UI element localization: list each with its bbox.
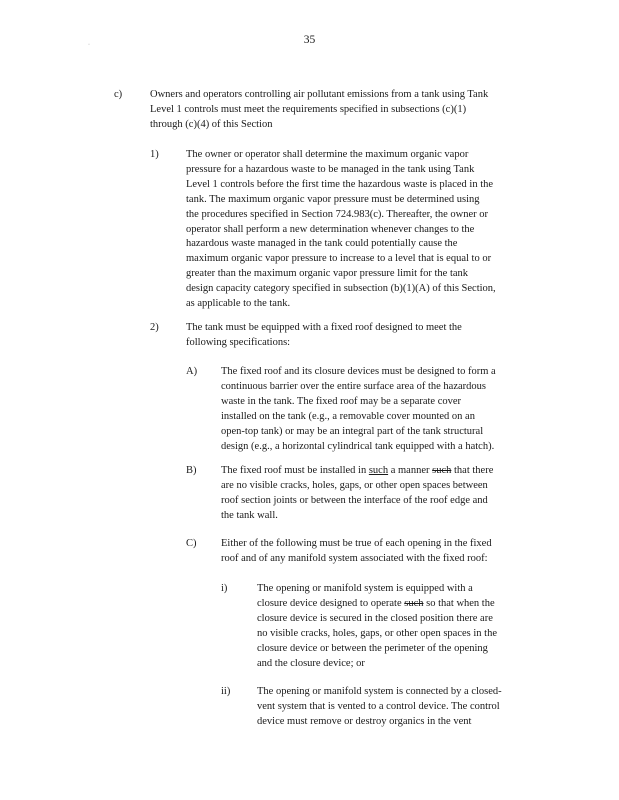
text-line: device must remove or destroy organics in the vent [257, 715, 472, 727]
item-i-marker: i) [221, 583, 228, 594]
section-c-text [150, 88, 488, 133]
text-line: waste in the tank. The fixed roof may be a separate cover [221, 395, 462, 407]
item-1-text [186, 148, 496, 312]
text-line: roof and of any manifold system associated with the fixed roof: [221, 552, 488, 564]
text-run: closure device designed to operate [257, 597, 405, 609]
text-line: through (c)(4) of this Section [150, 118, 273, 130]
text-line: vent system that is vented to a control device. The control [257, 700, 500, 712]
text-line: Level 1 controls must meet the requirements specified in subsections (c)(1) [150, 103, 467, 115]
text-run: that there [451, 465, 494, 476]
text-line: no visible cracks, holes, gaps, or other open spaces in the [257, 627, 497, 639]
item-ii-marker: ii) [221, 686, 231, 697]
text-run: so that when the [423, 597, 495, 609]
text-line: closure device or between the perimeter of the opening [257, 642, 488, 654]
text-line: roof section joints or between the interface of the roof edge and [221, 494, 488, 506]
text-line: pressure for a hazardous waste to be managed in the tank using Tank [186, 163, 475, 175]
text-line: The owner or operator shall determine the maximum organic vapor [186, 149, 469, 160]
text-line: open-top tank) or may be an integral part of the tank structural [221, 425, 484, 437]
text-line: hazardous waste managed in the tank could potentially cause the [186, 238, 458, 250]
text-line: installed on the tank (e.g., a removable cover mounted on an [221, 410, 475, 422]
text-line: tank. The maximum organic vapor pressure must be determined using [186, 193, 480, 205]
text-line [257, 597, 497, 612]
text-line: Owners and operators controlling air pollutant emissions from a tank using Tank [150, 89, 489, 100]
text-line: The opening or manifold system is equipped with a [257, 583, 473, 594]
text-line: closure device is secured in the closed position there are [257, 612, 493, 624]
text-run: The fixed roof must be installed in [221, 465, 369, 476]
item-2-text [186, 321, 462, 351]
text-line: the procedures specified in Section 724.983(c). Thereafter, the owner or [186, 208, 489, 220]
text-line: The fixed roof and its closure devices must be designed to form a [221, 366, 496, 377]
text-line: following specifications: [186, 336, 291, 348]
text-line: as applicable to the tank. [186, 298, 291, 310]
text-line: are no visible cracks, holes, gaps, or other open spaces between [221, 479, 488, 491]
section-c-marker: c) [114, 89, 123, 100]
text-line: design (e.g., a horizontal cylindrical tank equipped with a hatch). [221, 440, 495, 452]
inserted-text: such [368, 465, 389, 476]
text-line [221, 464, 493, 479]
text-line: Either of the following must be true of each opening in the fixed [221, 538, 492, 549]
text-line: The opening or manifold system is connected by a closed- [257, 686, 502, 697]
text-line: Level 1 controls before the first time the hazardous waste is placed in the [186, 178, 494, 190]
text-line: and the closure device; or [257, 657, 365, 669]
item-b-marker: B) [186, 465, 197, 476]
item-c-marker: C) [186, 538, 197, 549]
item-2-marker: 2) [150, 322, 159, 333]
struck-text: such [404, 597, 424, 609]
text-line: continuous barrier over the entire surface area of the hazardous [221, 380, 486, 392]
text-line: greater than the maximum organic vapor pressure limit for the tank [186, 268, 469, 280]
text-line: the tank wall. [221, 509, 278, 521]
text-line: maximum organic vapor pressure to increase to a level that is equal to or [186, 253, 492, 265]
item-i-text [257, 582, 497, 671]
stray-mark: · [88, 42, 90, 48]
item-1-marker: 1) [150, 149, 159, 160]
text-line: The tank must be equipped with a fixed roof designed to meet the [186, 322, 462, 333]
text-line: operator shall perform a new determination whenever changes to the [186, 223, 475, 235]
text-line: design capacity category specified in subsection (b)(1)(A) of this Section, [186, 283, 496, 295]
item-b-text [221, 464, 493, 524]
page-number: 35 [303, 34, 316, 46]
item-a-text [221, 365, 496, 454]
item-ii-text [257, 685, 502, 730]
item-c-text [221, 537, 492, 567]
struck-text: such [432, 465, 452, 476]
item-a-marker: A) [186, 366, 198, 377]
text-run: a manner [388, 465, 433, 476]
